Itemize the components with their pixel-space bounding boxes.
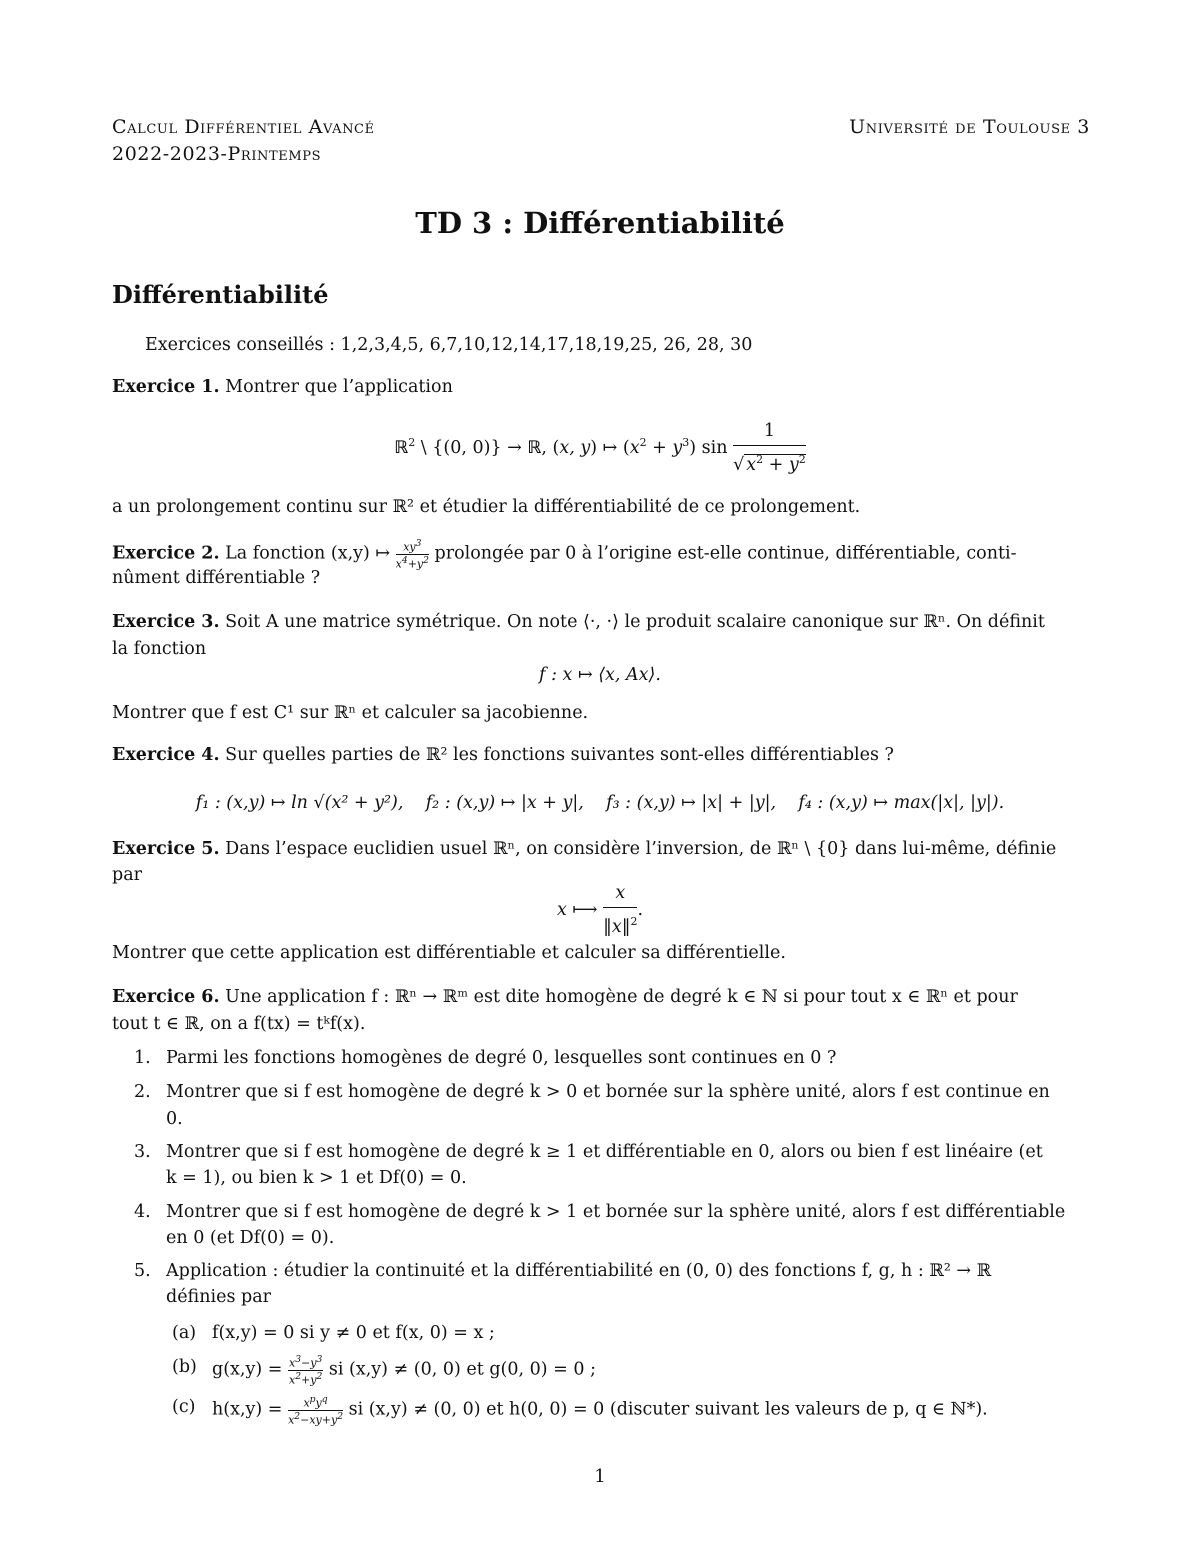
- document-title: TD 3 : Différentiabilité: [415, 206, 785, 240]
- exercise-text: Dans l’espace euclidien usuel ℝⁿ, on considère l’inversion, de ℝⁿ \ {0} dans lui-même, définie: [225, 839, 1057, 859]
- item-number: 4.: [134, 1202, 151, 1222]
- subitem-label: (c): [172, 1397, 196, 1417]
- university-name: Université de Toulouse 3: [849, 116, 1090, 138]
- exercise-text: La fonction (x,y) ↦: [225, 543, 391, 564]
- exercise-1-formula: ℝ$^2$ \ {(0, 0)} → ℝ, (x, y) ↦ $(x^2 + y^3)$ sin $\frac{1}{√ x^2 + y^2}$: [0, 418, 1200, 479]
- item-number: 3.: [134, 1142, 151, 1162]
- subitem-text-cont: si (x,y) ≠ (0, 0) et h(0, 0) = 0 (discuter suivant les valeurs de p, q ∈ ℕ*).: [348, 1399, 988, 1420]
- exercise-3: [112, 609, 1090, 636]
- list-item-cont: définies par: [166, 1287, 271, 1307]
- list-item: Application : étudier la continuité et la différentiabilité en (0, 0) des fonctions f, g, h : ℝ² → ℝ: [166, 1261, 992, 1281]
- subitem-label: (b): [172, 1357, 197, 1377]
- list-item: Montrer que si f est homogène de degré k > 0 et bornée sur la sphère unité, alors f est continue en: [166, 1082, 1050, 1102]
- exercise-label: Exercice 2.: [112, 543, 220, 564]
- course-period: 2022-2023-Printemps: [112, 143, 322, 165]
- list-item: Montrer que si f est homogène de degré k ≥ 1 et différentiable en 0, alors ou bien f est linéaire (et: [166, 1142, 1043, 1162]
- exercise-5: [112, 836, 1090, 863]
- list-item-cont: k = 1), ou bien k > 1 et Df(0) = 0.: [166, 1168, 467, 1188]
- page-number: 1: [594, 1466, 606, 1487]
- exercise-1-after: a un prolongement continu sur ℝ² et étudier la différentiabilité de ce prolongement.: [112, 497, 861, 517]
- item-number: 5.: [134, 1261, 151, 1281]
- course-title: Calcul Différentiel Avancé: [112, 116, 375, 138]
- exercise-label: Exercice 1.: [112, 377, 220, 397]
- exercise-6-line2: tout t ∈ ℝ, on a f(tx) = tᵏf(x).: [112, 1014, 366, 1034]
- item-number: 1.: [134, 1048, 151, 1068]
- subitem-text: g(x,y) =: [212, 1359, 283, 1380]
- exercise-label: Exercice 3.: [112, 612, 220, 632]
- exercise-text: Sur quelles parties de ℝ² les fonctions suivantes sont-elles différentiables ?: [225, 745, 894, 765]
- exercise-5-line2: par: [112, 865, 143, 885]
- recommended-exercises: Exercices conseillés : 1,2,3,4,5, 6,7,10,12,14,17,18,19,25, 26, 28, 30: [145, 335, 753, 355]
- list-item-cont: 0.: [166, 1109, 183, 1129]
- exercise-text: Une application f : ℝⁿ → ℝᵐ est dite homogène de degré k ∈ ℕ si pour tout x ∈ ℝⁿ et pour: [225, 987, 1018, 1007]
- list-item-cont: en 0 (et Df(0) = 0).: [166, 1228, 335, 1248]
- section-heading: Différentiabilité: [112, 280, 329, 309]
- item-number: 2.: [134, 1082, 151, 1102]
- exercise-label: Exercice 5.: [112, 839, 220, 859]
- exercise-4: [112, 742, 1090, 769]
- subitem-text: h(x,y) =: [212, 1399, 283, 1420]
- exercise-1: [112, 374, 1090, 401]
- exercise-2-line2: nûment différentiable ?: [112, 568, 321, 588]
- exercise-2: Exercice 2. La fonction (x,y) ↦ $\frac{xy^3}{x^4+y^2}$ prolongée par 0 à l’origine est-elle continue, différentiable, conti-: [112, 538, 1017, 571]
- exercise-5-formula: x ⟼ $\frac{x}{‖x‖^2}$ .: [0, 880, 1200, 941]
- subitem: g(x,y) = $\frac{x^3-y^3}{x^2+y^2}$ si (x,y) ≠ (0, 0) et g(0, 0) = 0 ;: [212, 1354, 596, 1387]
- list-item: Parmi les fonctions homogènes de degré 0, lesquelles sont continues en 0 ?: [166, 1048, 837, 1068]
- exercise-4-formula: f₁ : (x,y) ↦ ln √(x² + y²), f₂ : (x,y) ↦ |x + y|, f₃ : (x,y) ↦ |x| + |y|, f₄ : (x,y) ↦ max(|x|, |y|).: [195, 793, 1005, 813]
- exercise-3-line2: la fonction: [112, 639, 207, 659]
- exercise-3-formula: f : x ↦ ⟨x, Ax⟩.: [539, 665, 661, 685]
- exercise-label: Exercice 4.: [112, 745, 220, 765]
- exercise-6: [112, 984, 1090, 1011]
- subitem-text-cont: si (x,y) ≠ (0, 0) et g(0, 0) = 0 ;: [328, 1359, 596, 1380]
- exercise-5-after: Montrer que cette application est différentiable et calculer sa différentielle.: [112, 943, 786, 963]
- list-item: Montrer que si f est homogène de degré k > 1 et bornée sur la sphère unité, alors f est différentiable: [166, 1202, 1066, 1222]
- exercise-label: Exercice 6.: [112, 987, 220, 1007]
- subitem: h(x,y) = $x^py^q$ $x^2-xy+y^2$ si (x,y) ≠ (0, 0) et h(0, 0) = 0 (discuter suivant les valeurs de p, q ∈ ℕ*).: [212, 1394, 988, 1427]
- exercise-text: Soit A une matrice symétrique. On note ⟨·, ·⟩ le produit scalaire canonique sur ℝⁿ. On définit: [225, 612, 1045, 632]
- subitem: f(x,y) = 0 si y ≠ 0 et f(x, 0) = x ;: [212, 1323, 495, 1343]
- exercise-text-cont: prolongée par 0 à l’origine est-elle continue, différentiable, conti-: [434, 543, 1017, 564]
- exercise-text: Montrer que l’application: [225, 377, 453, 397]
- exercise-3-after: Montrer que f est C¹ sur ℝⁿ et calculer sa jacobienne.: [112, 703, 589, 723]
- subitem-label: (a): [172, 1323, 197, 1343]
